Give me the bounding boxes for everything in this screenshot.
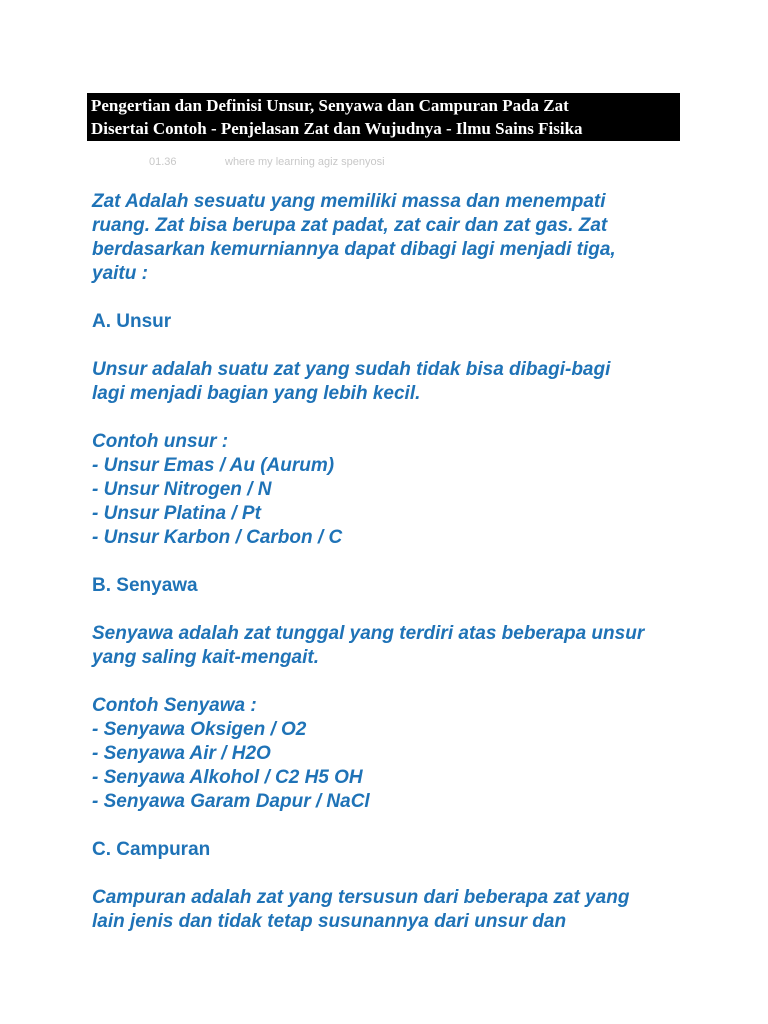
senyawa-definition xyxy=(92,622,702,670)
list-item: - Unsur Nitrogen / N xyxy=(92,479,272,500)
senyawa-examples xyxy=(92,694,702,814)
examples-list xyxy=(92,718,702,814)
intro-line: Zat Adalah sesuatu yang memiliki massa dan menempati xyxy=(92,191,606,212)
campuran-definition xyxy=(92,886,702,934)
article-body xyxy=(92,190,702,958)
definition-line: lain jenis dan tidak tetap susunannya dari unsur dan xyxy=(92,911,567,932)
definition-line: Campuran adalah zat yang tersusun dari beberapa zat yang xyxy=(92,887,630,908)
section-heading-campuran: C. Campuran xyxy=(92,839,211,860)
section-heading-unsur: A. Unsur xyxy=(92,311,172,332)
intro-line: ruang. Zat bisa berupa zat padat, zat cair dan zat gas. Zat xyxy=(92,215,608,236)
definition-line: lagi menjadi bagian yang lebih kecil. xyxy=(92,383,421,404)
post-time: 01.36 xyxy=(149,156,177,168)
page-title xyxy=(87,93,680,141)
examples-list xyxy=(92,454,702,550)
examples-label: Contoh unsur : xyxy=(92,431,229,452)
intro-line: yaitu : xyxy=(92,263,148,284)
examples-label: Contoh Senyawa : xyxy=(92,695,257,716)
section-heading-senyawa: B. Senyawa xyxy=(92,575,198,596)
definition-line: yang saling kait-mengait. xyxy=(92,647,319,668)
blog-tagline: where my learning agiz spenyosi xyxy=(225,156,385,168)
title-line-2: Disertai Contoh - Penjelasan Zat dan Wujudnya - Ilmu Sains Fisika xyxy=(91,119,583,138)
list-item: - Unsur Karbon / Carbon / C xyxy=(92,527,343,548)
list-item: - Unsur Platina / Pt xyxy=(92,503,261,524)
definition-line: Unsur adalah suatu zat yang sudah tidak bisa dibagi-bagi xyxy=(92,359,611,380)
list-item: - Senyawa Garam Dapur / NaCl xyxy=(92,791,370,812)
definition-line: Senyawa adalah zat tunggal yang terdiri atas beberapa unsur xyxy=(92,623,645,644)
unsur-examples xyxy=(92,430,702,550)
list-item: - Senyawa Air / H2O xyxy=(92,743,271,764)
intro-paragraph xyxy=(92,190,702,286)
title-line-1: Pengertian dan Definisi Unsur, Senyawa dan Campuran Pada Zat xyxy=(91,96,569,115)
list-item: - Senyawa Alkohol / C2 H5 OH xyxy=(92,767,363,788)
list-item: - Senyawa Oksigen / O2 xyxy=(92,719,307,740)
intro-line: berdasarkan kemurniannya dapat dibagi lagi menjadi tiga, xyxy=(92,239,616,260)
list-item: - Unsur Emas / Au (Aurum) xyxy=(92,455,335,476)
unsur-definition xyxy=(92,358,702,406)
